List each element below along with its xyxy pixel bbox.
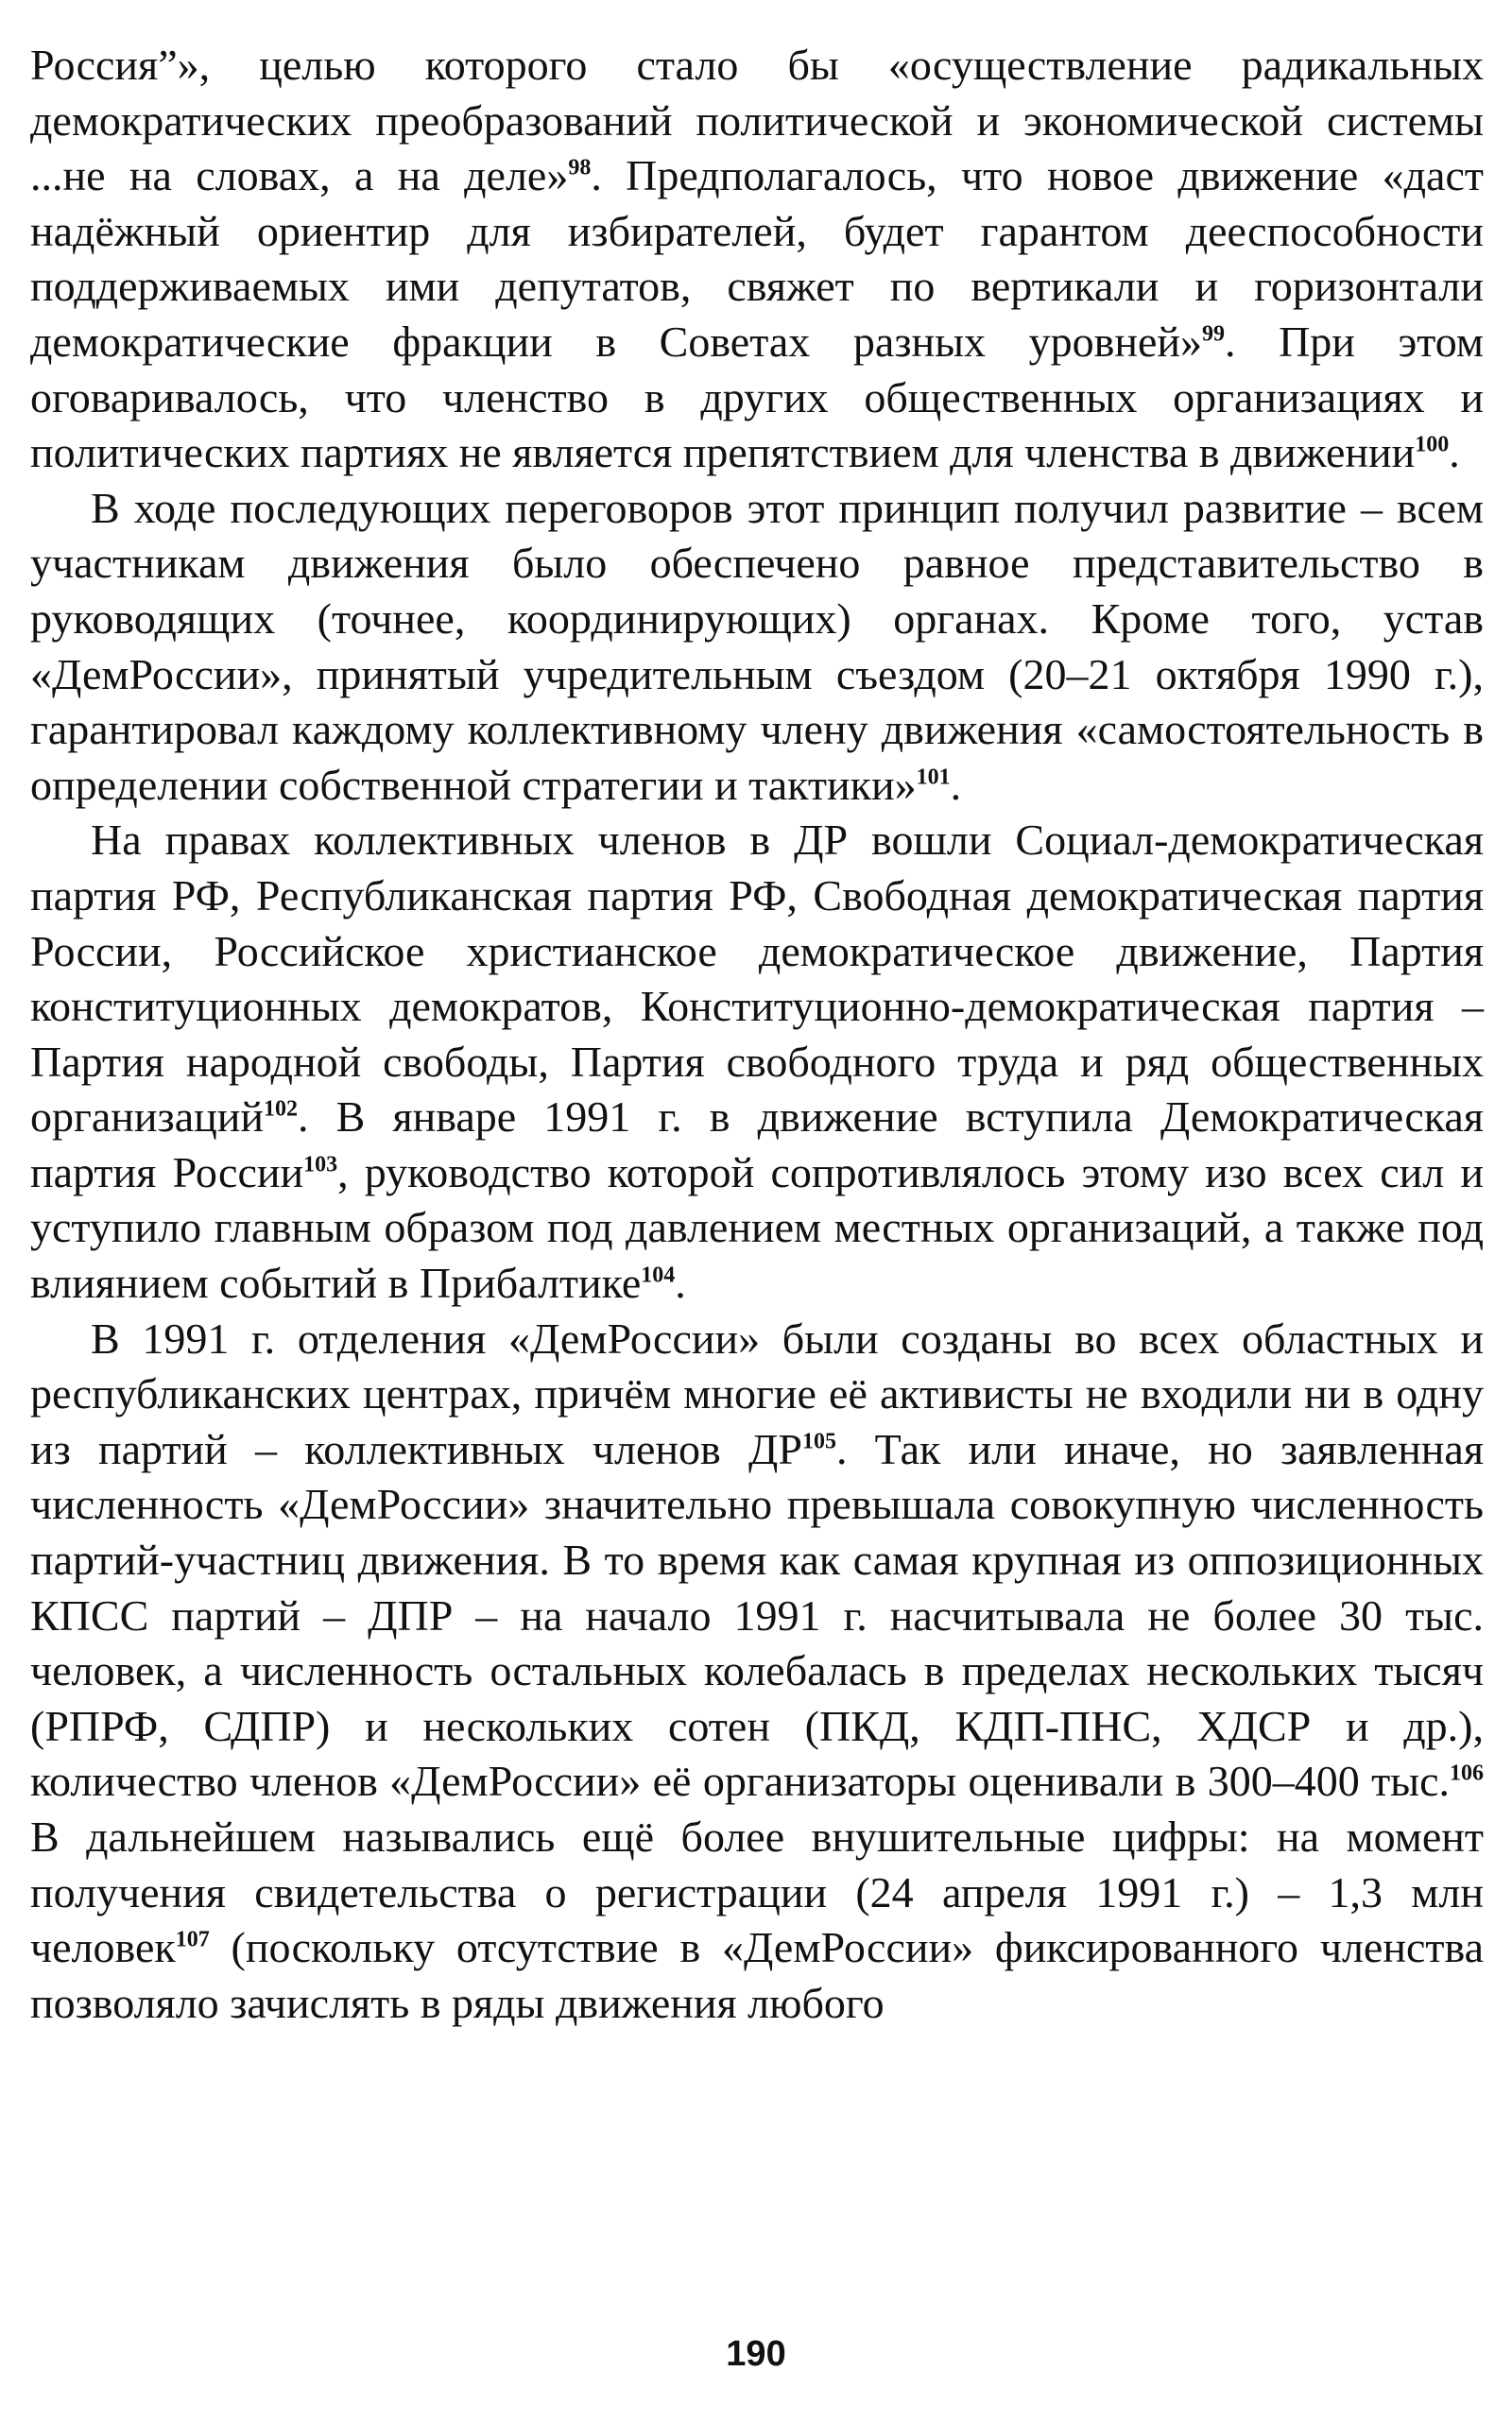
text-run: . Предполагалось, что новое движение «даст надёжный ориентир для избирателей, будет гарантом дееспособности поддерживаемых ими депутатов, свяжет по вертикали и горизонтали демократические фракции в Советах разных уровней»	[30, 151, 1484, 366]
text-run: (поскольку отсутствие в «ДемРоссии» фиксированного членства позволяло зачислять в ряды движения любого	[30, 1923, 1484, 2027]
footnote-marker: 101	[916, 765, 951, 790]
footnote-marker: 107	[175, 1927, 210, 1952]
text-run: В ходе последующих переговоров этот принцип получил развитие – всем участникам движения было обеспечено равное представительство в руководящих (точнее, координирующих) органах. Кроме того, устав «ДемРоссии», принятый учредительным съездом (20–21 октября 1990 г.), гарантировал каждому коллективному члену движения «самостоятельность в определении собственной стратегии и тактики»	[30, 483, 1484, 809]
paragraph	[30, 1312, 1484, 2032]
text-run: .	[950, 760, 962, 809]
paragraph	[30, 481, 1484, 814]
footnote-marker: 103	[303, 1152, 338, 1177]
text-run: Россия”», целью которого стало бы «осуществление радикальных демократических преобразований политической и экономической системы ...не на словах, а на деле»	[30, 41, 1484, 200]
footnote-marker: 100	[1415, 432, 1450, 457]
footnote-marker: 98	[568, 155, 592, 180]
footnote-marker: 105	[801, 1429, 836, 1454]
footnote-marker: 106	[1450, 1761, 1484, 1787]
text-run: В 1991 г. отделения «ДемРоссии» были созданы во всех областных и республиканских центрах, причём многие её активисты не входили ни в одну из партий – коллективных членов ДР	[30, 1314, 1484, 1473]
page-number: 190	[726, 2334, 786, 2374]
paragraph	[30, 38, 1484, 481]
footnote-marker: 102	[263, 1096, 298, 1122]
footnote-marker: 99	[1201, 321, 1225, 347]
text-run: .	[675, 1259, 686, 1308]
text-run: . При этом оговаривалось, что членство в других общественных организациях и политических партиях не является препятствием для членства в движении	[30, 317, 1484, 477]
paragraph	[30, 813, 1484, 1311]
footnote-marker: 104	[641, 1263, 676, 1288]
text-run: В дальнейшем назывались ещё более внушительные цифры: на момент получения свидетельства о регистрации (24 апреля 1991 г.) – 1,3 млн человек	[30, 1813, 1484, 1972]
text-run: .	[1449, 428, 1460, 477]
text-run: На правах коллективных членов в ДР вошли Социал-демократическая партия РФ, Республиканская партия РФ, Свободная демократическая партия России, Российское христианское демократическое движение, Партия конституционных демократов, Конституционно-демократическая партия – Партия народной свободы, Партия свободного труда и ряд общественных организаций	[30, 816, 1484, 1142]
text-run: , руководство которой сопротивлялось этому изо всех сил и уступило главным образом под давлением местных организаций, а также под влиянием событий в Прибалтике	[30, 1147, 1484, 1308]
text-run: . Так или иначе, но заявленная численность «ДемРоссии» значительно превышала совокупную численность партий-участниц движения. В то время как самая крупная из оппозиционных КПСС партий – ДПР – на начало 1991 г. насчитывала не более 30 тыс. человек, а численность остальных колебалась в пределах нескольких тысяч (РПРФ, СДПР) и нескольких сотен (ПКД, КДП-ПНС, ХДСР и др.), количество членов «ДемРоссии» её организаторы оценивали в 300–400 тыс.	[30, 1424, 1484, 1806]
text-run: . В январе 1991 г. в движение вступила Демократическая партия России	[30, 1092, 1484, 1196]
document-page	[30, 38, 1484, 2031]
